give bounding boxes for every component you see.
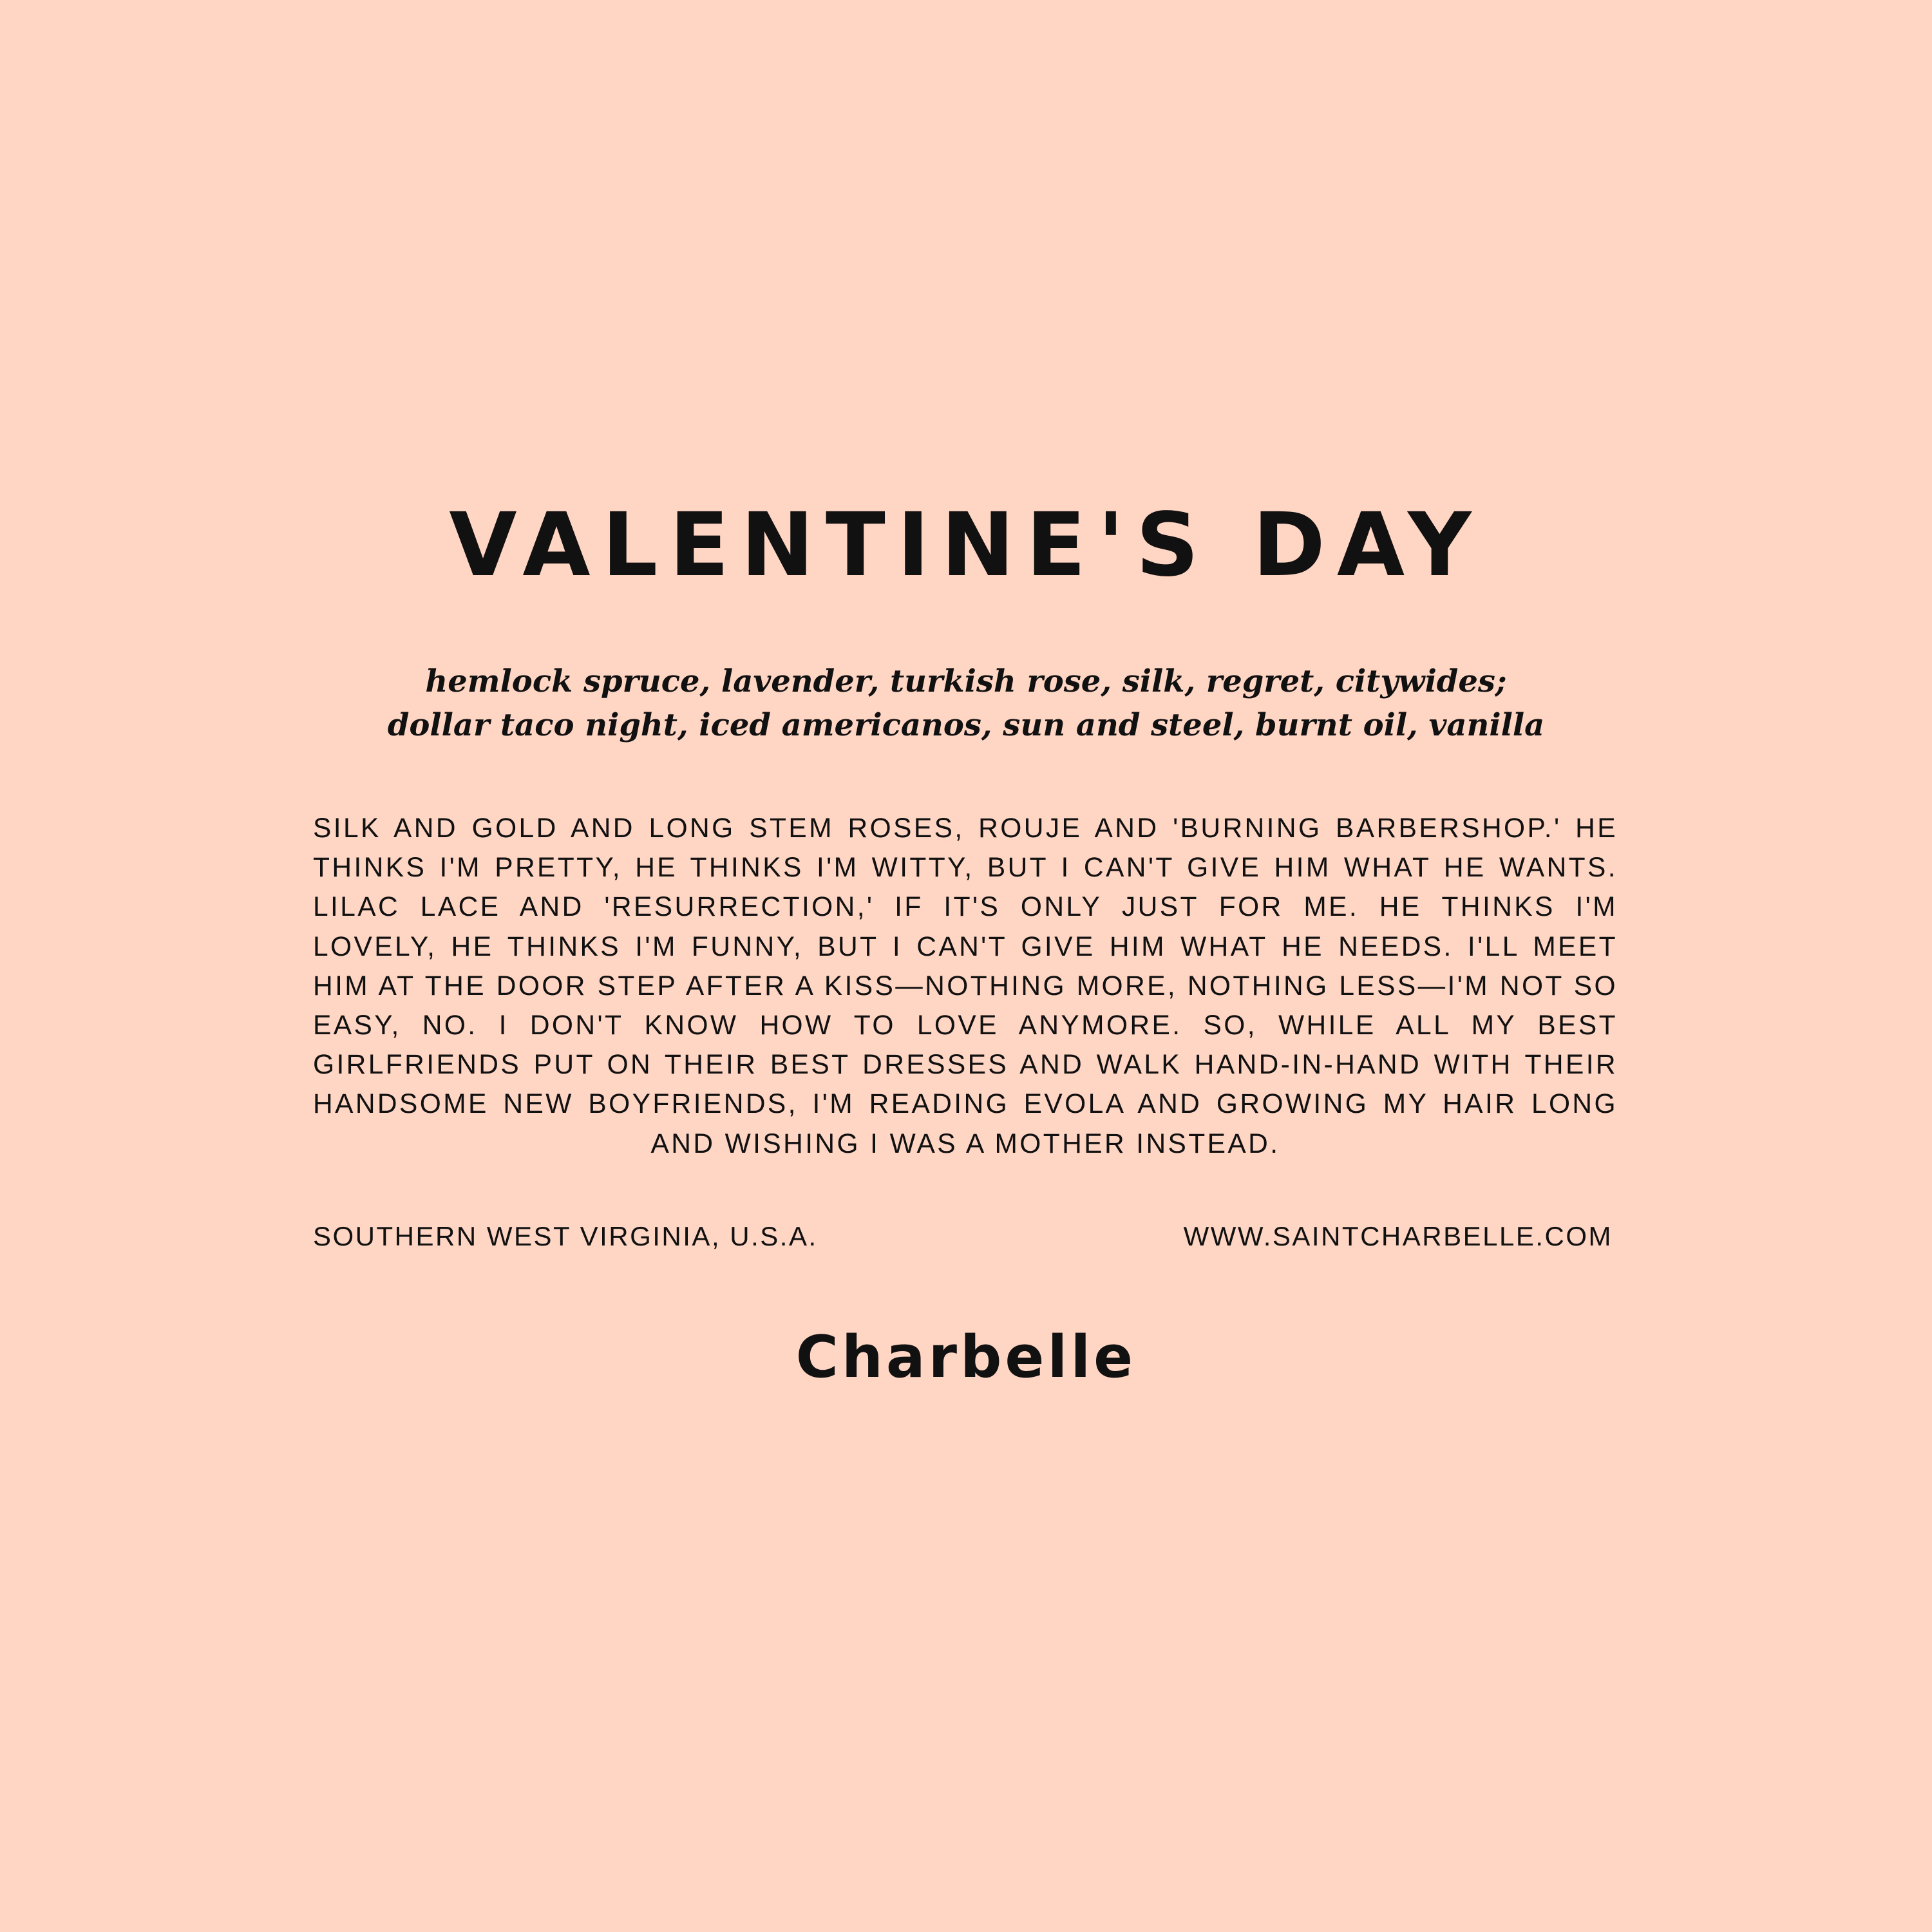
scent-notes	[0, 659, 1932, 747]
location-text: SOUTHERN WEST VIRGINIA, U.S.A.	[313, 1221, 818, 1251]
scent-notes-line-2: dollar taco night, iced americanos, sun and steel, burnt oil, vanilla	[387, 707, 1545, 743]
website-link[interactable]: WWW.SAINTCHARBELLE.COM	[1183, 1221, 1613, 1251]
page-title: VALENTINE'S DAY	[449, 495, 1483, 596]
story-paragraph: SILK AND GOLD AND LONG STEM ROSES, ROUJE AND 'BURNING BARBERSHOP.' HE THINKS I'M PRETTY, HE THINKS I'M WITTY, BUT I CAN'T GIVE HIM WHAT HE WANTS. LILAC LACE AND 'RESURRECTION,' IF IT'S ONLY JUST FOR ME. HE THINKS I'M LOVELY, HE THINKS I'M FUNNY, BUT I CAN'T GIVE HIM WHAT HE NEEDS. I'LL MEET HIM AT THE DOOR STEP AFTER A KISS—NOTHING MORE, NOTHING LESS—I'M NOT SO EASY, NO. I DON'T KNOW HOW TO LOVE ANYMORE. SO, WHILE ALL MY BEST GIRLFRIENDS PUT ON THEIR BEST DRESSES AND WALK HAND-IN-HAND WITH THEIR HANDSOME NEW BOYFRIENDS, I'M READING EVOLA AND GROWING MY HAIR LONG AND WISHING I WAS A MOTHER INSTEAD.	[313, 813, 1618, 1159]
scent-notes-line-1: hemlock spruce, lavender, turkish rose, silk, regret, citywides;	[425, 663, 1507, 699]
brand-logo: Charbelle	[795, 1323, 1137, 1391]
